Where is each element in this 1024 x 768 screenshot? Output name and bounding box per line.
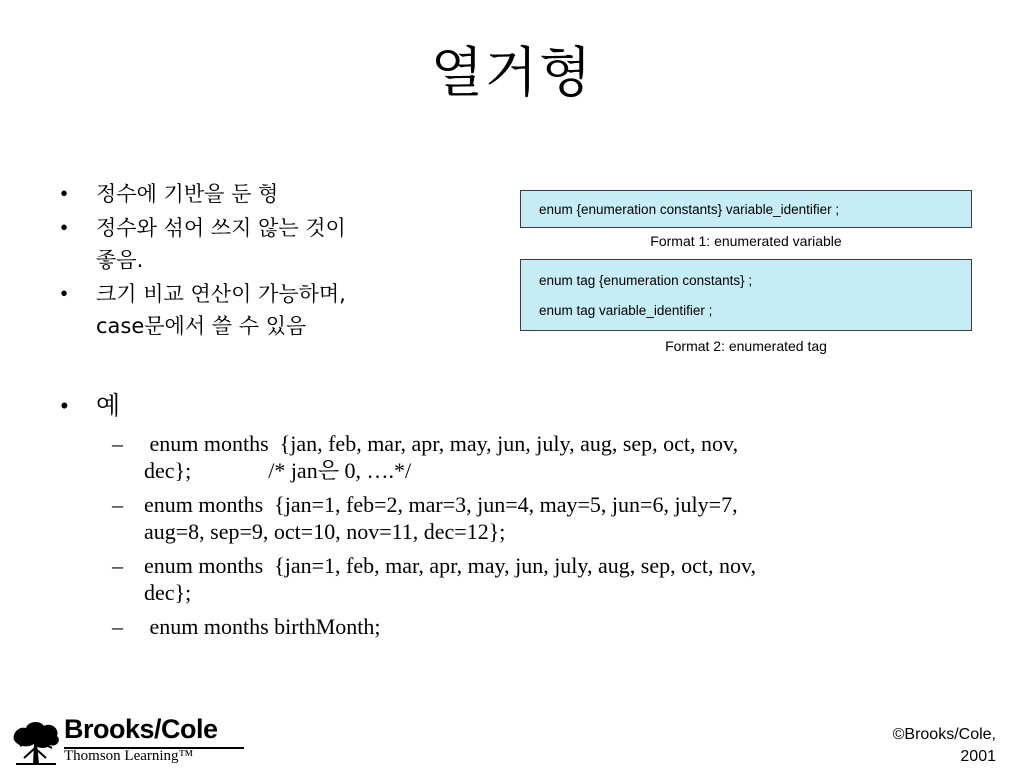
format1-box xyxy=(520,190,972,228)
dash-marker: – xyxy=(112,614,123,639)
bullet-item xyxy=(60,278,480,342)
bullet-marker: • xyxy=(60,215,69,240)
example-line: enum months {jan=1, feb, mar, apr, may, jun, july, aug, sep, oct, nov, xyxy=(144,553,757,578)
bullet-text: 정수에 기반을 둔 형 xyxy=(96,182,279,206)
format1-caption: Format 1: enumerated variable xyxy=(650,233,842,249)
slide-title: 열거형 xyxy=(430,41,594,104)
copyright-line2: 2001 xyxy=(960,748,996,765)
bullet-text: 정수와 섞어 쓰지 않는 것이 xyxy=(96,216,346,240)
dash-marker: – xyxy=(112,553,123,578)
copyright-line1: ©Brooks/Cole, xyxy=(892,726,996,743)
copyright-notice xyxy=(893,724,996,768)
bullet-marker: • xyxy=(60,181,69,206)
example-line-continued: aug=8, sep=9, oct=10, nov=11, dec=12}; xyxy=(144,519,506,544)
bullet-text-continued: case문에서 쓸 수 있음 xyxy=(96,314,307,338)
format2-caption: Format 2: enumerated tag xyxy=(665,338,827,354)
format2-syntax-line2: enum tag variable_identifier ; xyxy=(539,303,713,318)
example-item xyxy=(112,430,972,484)
example-line-continued: dec}; xyxy=(144,580,192,605)
format2-syntax-line1: enum tag {enumeration constants} ; xyxy=(539,273,753,288)
dash-marker: – xyxy=(112,492,123,517)
example-line: enum months {jan, feb, mar, apr, may, jun, july, aug, sep, oct, nov, xyxy=(144,431,739,456)
example-list xyxy=(112,430,972,647)
example-label: 예 xyxy=(96,391,121,420)
bullet-marker: • xyxy=(60,281,69,306)
publisher-brand: Brooks/Cole xyxy=(64,714,218,744)
example-line: enum months {jan=1, feb=2, mar=3, jun=4, may=5, jun=6, july=7, xyxy=(144,492,738,517)
publisher-logo xyxy=(10,716,242,766)
example-line-continued: dec}; /* jan은 0, ….*/ xyxy=(144,458,412,483)
format2-box xyxy=(520,259,972,331)
example-item xyxy=(112,613,972,640)
bullet-text: 크기 비교 연산이 가능하며, xyxy=(96,282,346,306)
example-line: enum months birthMonth; xyxy=(144,614,381,639)
example-item xyxy=(112,491,972,545)
publisher-subbrand: Thomson Learning™ xyxy=(64,748,194,764)
bullet-item xyxy=(60,178,480,210)
bullet-item xyxy=(60,212,480,276)
bullet-text-continued: 좋음. xyxy=(96,248,144,272)
dash-marker: – xyxy=(112,431,123,456)
format1-syntax: enum {enumeration constants} variable_identifier ; xyxy=(539,202,840,217)
tree-icon xyxy=(10,718,62,766)
example-item xyxy=(112,552,972,606)
example-heading xyxy=(60,386,120,422)
bullet-list xyxy=(60,178,480,344)
bullet-marker: • xyxy=(60,393,69,420)
